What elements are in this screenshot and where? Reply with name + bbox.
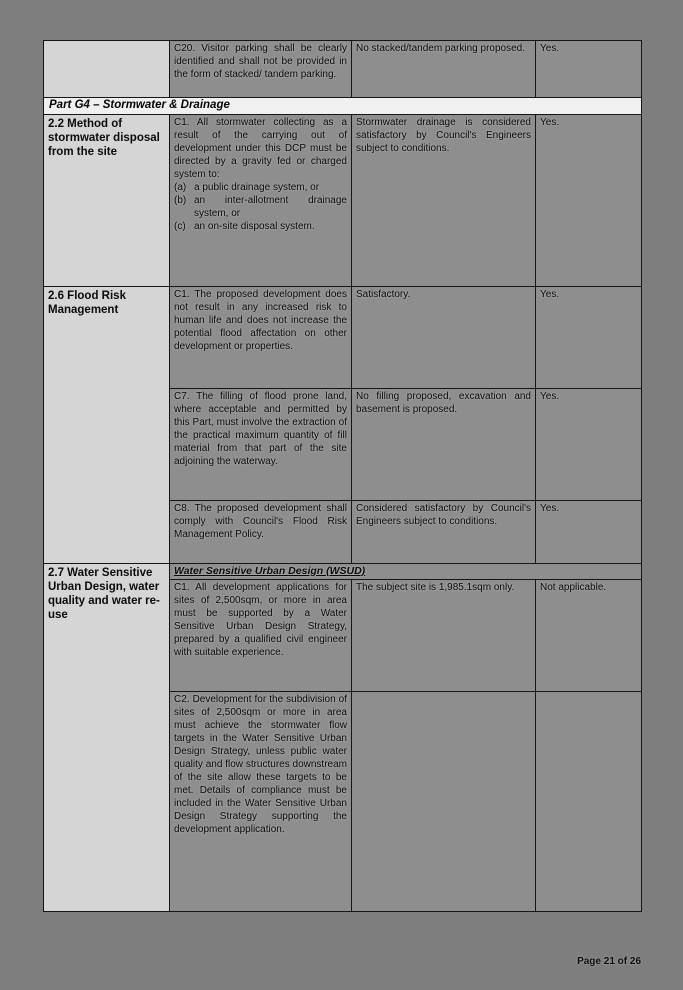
- list-item: [174, 220, 347, 233]
- control-cell: [170, 115, 352, 287]
- table-row: [44, 41, 642, 98]
- comment-cell: No filling proposed, excavation and basement is proposed.: [352, 389, 536, 501]
- complies-cell-empty: [536, 692, 642, 912]
- list-item: [174, 194, 347, 220]
- part-section-banner: Part G4 – Stormwater & Drainage: [44, 98, 642, 115]
- complies-cell: Yes.: [536, 41, 642, 98]
- comment-cell: Stormwater drainage is considered satisfactory by Council's Engineers subject to conditions.: [352, 115, 536, 287]
- comment-cell: No stacked/tandem parking proposed.: [352, 41, 536, 98]
- comment-cell: Considered satisfactory by Council's Engineers subject to conditions.: [352, 501, 536, 564]
- table-row: [44, 287, 642, 389]
- control-cell: C1. All development applications for sites of 2,500sqm, or more in area must be supported by a Water Sensitive Urban Design Strategy, prepared by a qualified civil engineer with suitable experience.: [170, 580, 352, 692]
- section-cell: 2.2 Method of stormwater disposal from the site: [44, 115, 170, 287]
- control-cell: C20. Visitor parking shall be clearly identified and shall not be provided in the form of stacked/ tandem parking.: [170, 41, 352, 98]
- table-row: [44, 115, 642, 287]
- section-cell-empty: [44, 41, 170, 98]
- complies-cell: Yes.: [536, 115, 642, 287]
- page-number-footer: Page 21 of 26: [577, 956, 641, 967]
- control-cell: C2. Development for the subdivision of sites of 2,500sqm or more in area must achieve the stormwater flow targets in the Water Sensitive Urban Design Strategy, unless public water quality and flow structures downstream of the site allow these targets to be met. Details of compliance must be included in the Water Sensitive Urban Design Strategy supporting the development application.: [170, 692, 352, 912]
- list-item-text: an inter-allotment drainage system, or: [194, 195, 347, 219]
- section-cell: 2.6 Flood Risk Management: [44, 287, 170, 564]
- complies-cell: Yes.: [536, 389, 642, 501]
- control-cell: C8. The proposed development shall comply with Council's Flood Risk Management Policy.: [170, 501, 352, 564]
- comment-cell: Satisfactory.: [352, 287, 536, 389]
- list-item: [174, 181, 347, 194]
- table-row: [44, 98, 642, 115]
- table-row: [44, 564, 642, 580]
- complies-cell: Yes.: [536, 501, 642, 564]
- list-marker: (c): [174, 221, 186, 232]
- list-item-text: a public drainage system, or: [194, 182, 320, 193]
- control-intro: C1. All stormwater collecting as a result of the carrying out of development under this DCP must be directed by a gravity fed or charged system to:: [174, 117, 347, 180]
- compliance-table: [43, 40, 642, 912]
- list-item-text: an on-site disposal system.: [194, 221, 315, 232]
- control-cell: C1. The proposed development does not result in any increased risk to human life and does not increase the potential flood affectation on other development or properties.: [170, 287, 352, 389]
- complies-cell: Not applicable.: [536, 580, 642, 692]
- list-marker: (b): [174, 195, 187, 206]
- wsud-subheading-banner: Water Sensitive Urban Design (WSUD): [170, 564, 642, 580]
- complies-cell: Yes.: [536, 287, 642, 389]
- section-cell: 2.7 Water Sensitive Urban Design, water quality and water re-use: [44, 564, 170, 912]
- comment-cell-empty: [352, 692, 536, 912]
- comment-cell: The subject site is 1,985.1sqm only.: [352, 580, 536, 692]
- control-cell: C7. The filling of flood prone land, where acceptable and permitted by this Part, must involve the extraction of the practical maximum quantity of fill material from that part of the site adjoining the waterway.: [170, 389, 352, 501]
- list-marker: (a): [174, 182, 187, 193]
